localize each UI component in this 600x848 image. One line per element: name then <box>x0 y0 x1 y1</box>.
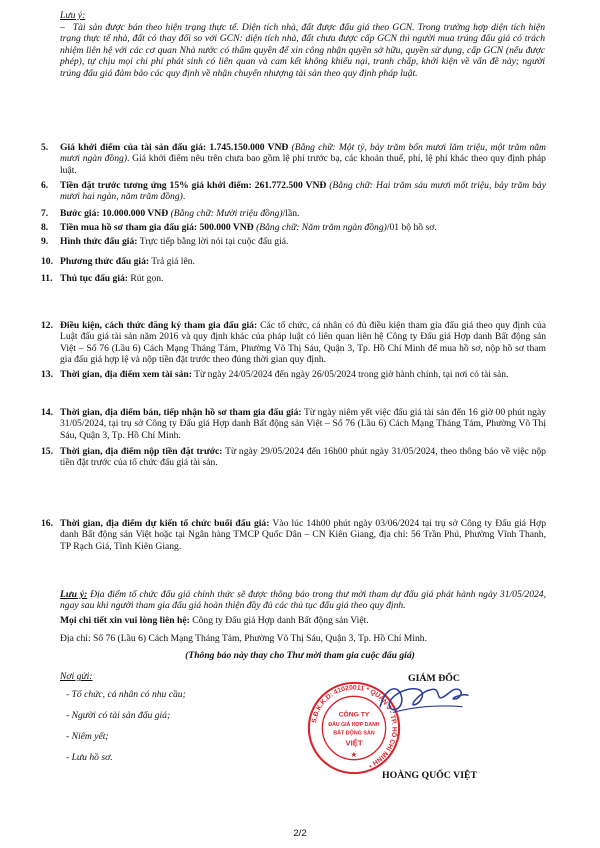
auction-item <box>41 180 546 203</box>
item-text: Vào lúc 14h00 phút ngày 03/06/2024 tại trụ sở Công ty Đấu giá Hợp danh Bất động sản Việt hoặc tại Ngân hàng TMCP Quốc Dân – CN Kiên Giang, địa chỉ: 56 Trần Phú, Phường Vĩnh Thanh, TP Rạch Giá, Tỉnh Kiên Giang. <box>60 518 546 552</box>
item-number: 14. <box>41 407 53 418</box>
director-title: GIÁM ĐỐC <box>408 673 460 684</box>
item-text: /lần. <box>282 208 300 219</box>
note2-paragraph <box>60 589 546 612</box>
auction-item <box>41 407 546 441</box>
stamp-ring-text: S.Đ.K.K.D: 41020011 * QUẬN 3 - TP. HỒ CHÍ MINH * <box>310 684 398 769</box>
item-text: Trả giá lên. <box>149 256 195 267</box>
item-amount-in-words: (Bằng chữ: Mười triệu đồng) <box>168 208 283 219</box>
item-label: Điều kiện, cách thức đăng ký tham gia đấu giá: <box>60 320 258 331</box>
auction-item <box>41 320 546 366</box>
note-text: Tài sản được bán theo hiện trạng thực tế. Diện tích nhà, đất được đấu giá theo GCN. Trong trường hợp diện tích hiện trạng thực tế nhà, đất có thay đổi so với GCN: diện tích nhà, đất chưa được cấp GCN thì người mua trúng đấu giá có trách nhiệm liên hệ với các cơ quan Nhà nước có thẩm quyền để xin công nhận quyền sở hữu, quyền sử dụng, cấp GCN (nếu được phép), tự chịu mọi chi phí phát sinh có liên quan và cam kết không khiếu nại, tranh chấp, khởi kiện về vấn đề này; người trúng đấu giá đảm bảo các quy định về nhận chuyển nhượng tài sản theo quy định pháp luật. <box>60 22 545 79</box>
item-text: Từ ngày niêm yết việc đấu giá tài sản đến 16 giờ 00 phút ngày 31/05/2024, tại trụ sở Công ty Đấu giá Hợp danh Bất động sản Việt – Số 76 (Lầu 6) Cách Mạng Tháng Tám, Phường Võ Thị Sáu, Quận 3, Tp. Hồ Chí Minh. <box>60 407 546 441</box>
item-number: 13. <box>41 369 53 380</box>
item-body <box>60 256 546 267</box>
signer-name: HOÀNG QUỐC VIỆT <box>382 770 478 781</box>
item-label: Thời gian, địa điểm xem tài sản: <box>60 369 192 380</box>
item-body <box>60 208 546 219</box>
item-number: 10. <box>41 256 53 267</box>
item-number: 6. <box>41 180 49 191</box>
item-amount-in-words: (Bằng chữ: Một tỷ, bảy trăm bốn mươi lăm triệu, một trăm năm mươi ngàn đồng) <box>60 142 546 165</box>
replace-invitation-note: (Thông báo này thay cho Thư mời tham gia cuộc đấu giá) <box>185 650 415 661</box>
auction-item <box>41 256 546 267</box>
item-label: Thời gian, địa điểm nộp tiền đặt trước: <box>60 446 223 457</box>
note2-heading: Lưu ý: <box>60 589 88 600</box>
item-label: Tiền mua hồ sơ tham gia đấu giá: 500.000 VNĐ <box>60 222 254 233</box>
item-number: 5. <box>41 142 49 153</box>
stamp-star-icon: ★ <box>350 749 358 759</box>
auction-item <box>41 142 546 176</box>
item-text: /01 bộ hồ sơ. <box>386 222 437 233</box>
item-number: 8. <box>41 222 49 233</box>
item-body <box>60 273 546 284</box>
item-number: 9. <box>41 236 49 247</box>
auction-item <box>41 518 546 552</box>
item-number: 11. <box>41 273 53 284</box>
item-body <box>60 142 546 176</box>
item-text: . <box>182 191 186 203</box>
item-label: Thời gian, địa điểm dự kiến tổ chức buổi đấu giá: <box>60 518 270 529</box>
item-body <box>60 446 546 469</box>
item-body <box>60 407 546 441</box>
contact-label: Mọi chi tiết xin vui lòng liên hệ: <box>60 615 190 626</box>
recipient-item: - Tổ chức, cá nhân có nhu cầu; <box>66 689 186 700</box>
item-body <box>60 222 546 233</box>
item-number: 7. <box>41 208 49 219</box>
stamp-line4: VIỆT <box>345 738 363 748</box>
signature <box>376 678 472 720</box>
recipient-item: - Lưu hồ sơ. <box>66 752 113 763</box>
item-body <box>60 180 546 203</box>
recipient-item: - Người có tài sản đấu giá; <box>66 710 171 721</box>
auction-item <box>41 273 546 284</box>
item-body <box>60 518 546 552</box>
auction-item <box>41 222 546 233</box>
item-body <box>60 369 546 380</box>
item-label: Thời gian, địa điểm bán, tiếp nhận hồ sơ tham gia đấu giá: <box>60 407 302 418</box>
item-number: 12. <box>41 320 53 331</box>
stamp-line1: CÔNG TY <box>338 711 370 719</box>
item-label: Hình thức đấu giá: <box>60 236 138 247</box>
note-dash: – <box>60 22 65 33</box>
note-heading: Lưu ý: <box>60 10 86 21</box>
item-body <box>60 320 546 366</box>
item-number: 16. <box>41 518 53 529</box>
item-label: Tiền đặt trước tương ứng 15% giá khởi điểm: 261.772.500 VNĐ <box>60 180 327 191</box>
item-body <box>60 236 546 247</box>
item-amount-in-words: (Bằng chữ: Hai trăm sáu mươi mốt triệu, bảy trăm bảy mươi hai ngàn, năm trăm đồng) <box>60 180 546 203</box>
address-line: Địa chỉ: Số 76 (Lầu 6) Cách Mạng Tháng Tám, Phường Võ Thị Sáu, Quận 3, Tp. Hồ Chí Minh. <box>60 633 427 644</box>
item-text: Từ ngày 29/05/2024 đến 16h00 phút ngày 31/05/2024, theo thông báo về việc nộp tiền đặt trước của tổ chức đấu giá tài sản. <box>60 446 546 469</box>
auction-item <box>41 446 546 469</box>
item-text: Các tổ chức, cá nhân có đủ điều kiện tham gia đấu giá theo quy định của Luật đấu giá tài sản năm 2016 và quy định khác của pháp luật có liên quan liên hệ Công ty Đấu giá Hợp danh Bất động sản Việt – Số 76 (Lầu 6) Cách Mạng Tháng Tám, Phường Võ Thị Sáu, Quận 3, Tp. Hồ Chí Minh để mua hồ sơ, nộp hồ sơ tham gia đấu giá hợp lệ và nộp tiền đặt trước theo đúng thời gian quy định. <box>60 320 547 366</box>
item-label: Giá khởi điểm của tài sản đấu giá: 1.745.150.000 VNĐ <box>60 142 289 153</box>
recipients-heading: Nơi gửi: <box>60 671 93 682</box>
contact-line <box>60 615 546 626</box>
item-text: Từ ngày 24/05/2024 đến ngày 26/05/2024 trong giờ hành chính, tại nơi có tài sản. <box>191 369 509 380</box>
page-number: 2/2 <box>293 828 307 839</box>
auction-item <box>41 208 546 219</box>
item-label: Phương thức đấu giá: <box>60 256 150 267</box>
note2-text: Địa điểm tổ chức đấu giá chính thức sẽ được thông báo trong thư mời tham dự đấu giá phát hành ngày 31/05/2024, ngay sau khi người tham gia đấu giá hoàn thiện đầy đủ các thủ tục đấu giá theo quy định. <box>60 589 547 612</box>
stamp-line2: ĐẤU GIÁ HỢP DANH <box>328 722 380 729</box>
item-text: Trực tiếp bằng lời nói tại cuộc đấu giá. <box>137 236 289 247</box>
recipient-item: - Niêm yết; <box>66 731 109 742</box>
note-paragraph <box>60 22 545 79</box>
contact-text: Công ty Đấu giá Hợp danh Bất động sản Việt. <box>189 615 369 626</box>
stamp-line3: BẤT ĐỘNG SẢN <box>333 730 375 737</box>
item-text: Rút gọn. <box>127 273 164 284</box>
item-text: . Giá khởi điểm nêu trên chưa bao gồm lệ phí trước bạ, các khoản thuế, phí, lệ phí khác theo quy định pháp luật. <box>60 153 546 176</box>
item-label: Thủ tục đấu giá: <box>60 273 128 284</box>
auction-item <box>41 236 546 247</box>
auction-item <box>41 369 546 380</box>
item-label: Bước giá: 10.000.000 VNĐ <box>60 208 169 219</box>
item-number: 15. <box>41 446 53 457</box>
item-amount-in-words: (Bằng chữ: Năm trăm ngàn đồng) <box>253 222 387 233</box>
